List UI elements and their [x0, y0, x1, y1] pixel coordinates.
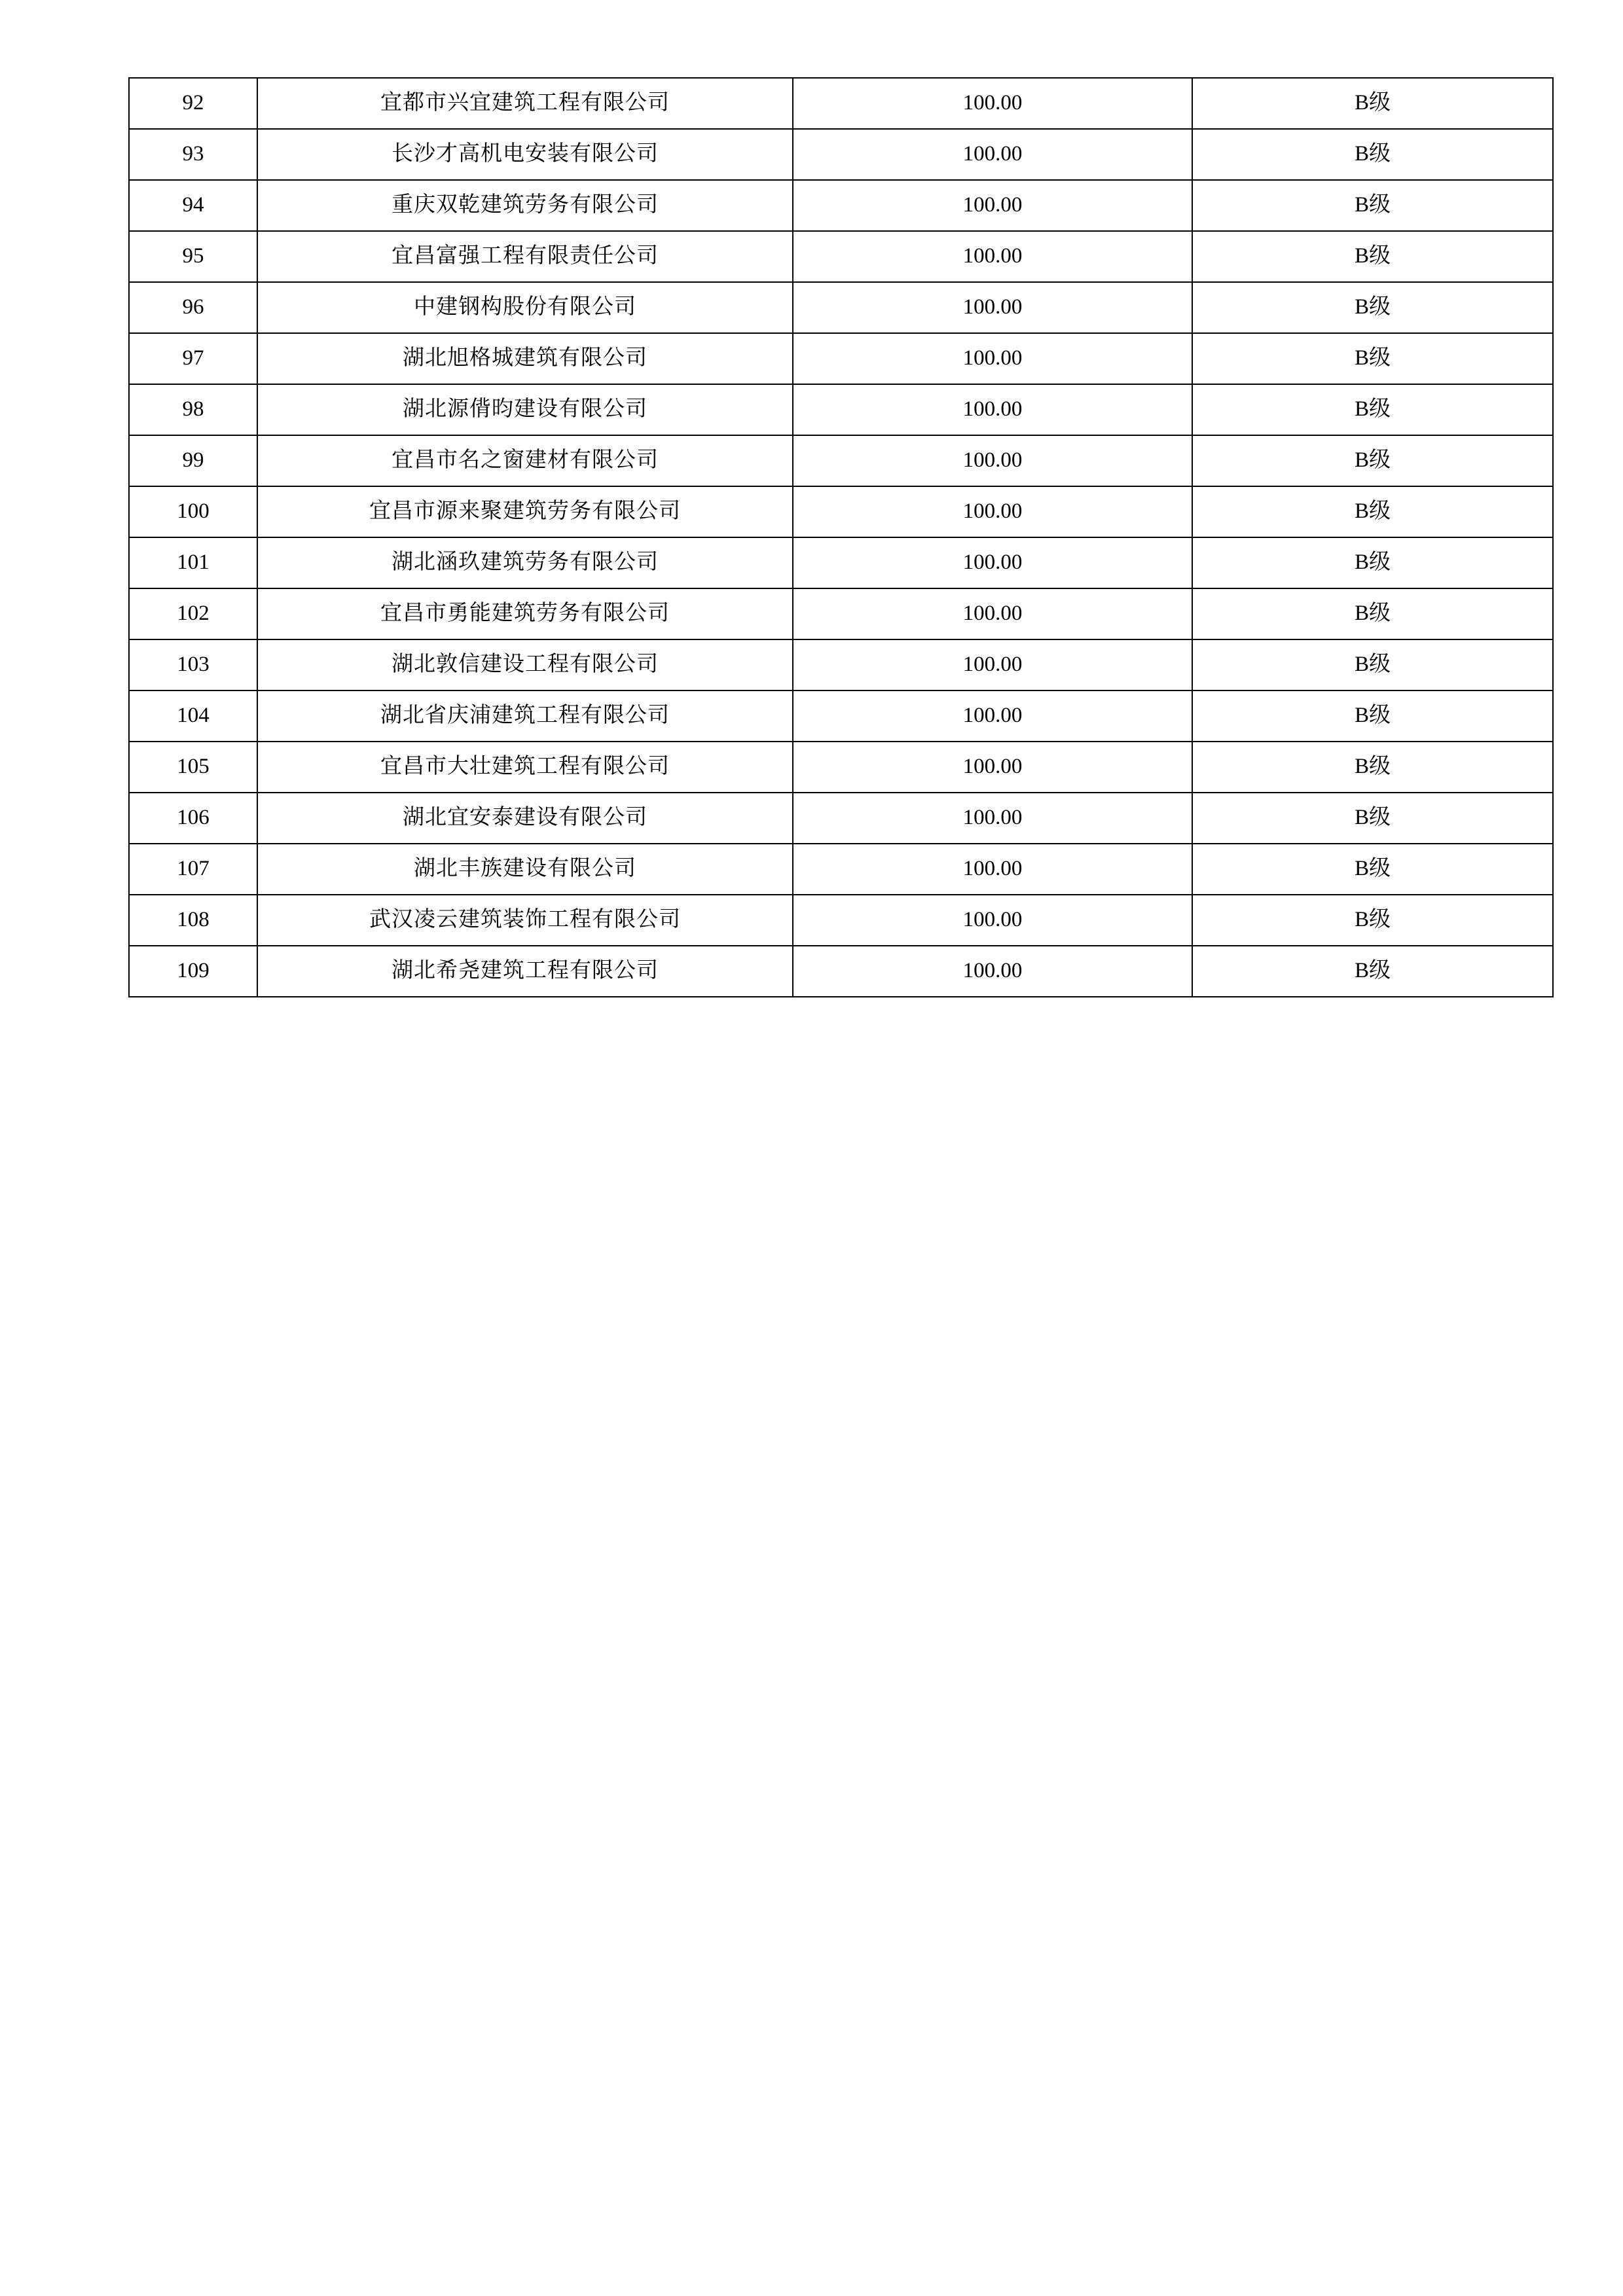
company-name: 湖北省庆浦建筑工程有限公司 [257, 691, 793, 742]
score-value: 100.00 [793, 895, 1192, 946]
grade-value: B级 [1192, 742, 1553, 793]
row-index: 106 [129, 793, 257, 844]
company-name: 湖北源偝昀建设有限公司 [257, 384, 793, 435]
row-index: 102 [129, 588, 257, 639]
company-name: 宜昌市源来聚建筑劳务有限公司 [257, 486, 793, 537]
score-value: 100.00 [793, 691, 1192, 742]
table-row [129, 793, 1553, 844]
table-row [129, 78, 1553, 129]
company-name: 宜昌市名之窗建材有限公司 [257, 435, 793, 486]
score-value: 100.00 [793, 537, 1192, 588]
grade-value: B级 [1192, 231, 1553, 282]
score-value: 100.00 [793, 231, 1192, 282]
table-row [129, 742, 1553, 793]
company-name: 长沙才高机电安装有限公司 [257, 129, 793, 180]
table-row [129, 180, 1553, 231]
score-value: 100.00 [793, 333, 1192, 384]
company-name: 湖北丰族建设有限公司 [257, 844, 793, 895]
row-index: 103 [129, 639, 257, 691]
company-name: 宜都市兴宜建筑工程有限公司 [257, 78, 793, 129]
table-row [129, 129, 1553, 180]
score-value: 100.00 [793, 180, 1192, 231]
grade-value: B级 [1192, 333, 1553, 384]
table-row [129, 282, 1553, 333]
row-index: 93 [129, 129, 257, 180]
grade-value: B级 [1192, 946, 1553, 997]
score-value: 100.00 [793, 435, 1192, 486]
grade-value: B级 [1192, 793, 1553, 844]
grade-value: B级 [1192, 639, 1553, 691]
table-row [129, 844, 1553, 895]
row-index: 108 [129, 895, 257, 946]
score-value: 100.00 [793, 384, 1192, 435]
row-index: 101 [129, 537, 257, 588]
score-value: 100.00 [793, 639, 1192, 691]
score-value: 100.00 [793, 588, 1192, 639]
row-index: 100 [129, 486, 257, 537]
row-index: 97 [129, 333, 257, 384]
score-value: 100.00 [793, 742, 1192, 793]
score-value: 100.00 [793, 793, 1192, 844]
grade-value: B级 [1192, 384, 1553, 435]
row-index: 105 [129, 742, 257, 793]
grade-value: B级 [1192, 78, 1553, 129]
row-index: 104 [129, 691, 257, 742]
grade-value: B级 [1192, 486, 1553, 537]
table-row [129, 231, 1553, 282]
company-name: 宜昌市大壮建筑工程有限公司 [257, 742, 793, 793]
company-score-table [128, 77, 1554, 997]
grade-value: B级 [1192, 282, 1553, 333]
table-row [129, 639, 1553, 691]
table-row [129, 588, 1553, 639]
score-value: 100.00 [793, 129, 1192, 180]
score-value: 100.00 [793, 78, 1192, 129]
company-name: 宜昌富强工程有限责任公司 [257, 231, 793, 282]
table-row [129, 435, 1553, 486]
row-index: 95 [129, 231, 257, 282]
row-index: 107 [129, 844, 257, 895]
row-index: 94 [129, 180, 257, 231]
company-name: 中建钢构股份有限公司 [257, 282, 793, 333]
company-name: 湖北希尧建筑工程有限公司 [257, 946, 793, 997]
table-row [129, 384, 1553, 435]
grade-value: B级 [1192, 180, 1553, 231]
company-name: 湖北宜安泰建设有限公司 [257, 793, 793, 844]
company-name: 重庆双乾建筑劳务有限公司 [257, 180, 793, 231]
row-index: 109 [129, 946, 257, 997]
row-index: 96 [129, 282, 257, 333]
grade-value: B级 [1192, 588, 1553, 639]
score-value: 100.00 [793, 486, 1192, 537]
table-row [129, 537, 1553, 588]
grade-value: B级 [1192, 129, 1553, 180]
score-value: 100.00 [793, 946, 1192, 997]
row-index: 92 [129, 78, 257, 129]
company-name: 湖北涵玖建筑劳务有限公司 [257, 537, 793, 588]
grade-value: B级 [1192, 537, 1553, 588]
company-name: 宜昌市勇能建筑劳务有限公司 [257, 588, 793, 639]
company-name: 湖北旭格城建筑有限公司 [257, 333, 793, 384]
row-index: 99 [129, 435, 257, 486]
table-row [129, 691, 1553, 742]
table-row [129, 333, 1553, 384]
row-index: 98 [129, 384, 257, 435]
score-value: 100.00 [793, 844, 1192, 895]
score-value: 100.00 [793, 282, 1192, 333]
table-row [129, 895, 1553, 946]
company-name: 湖北敦信建设工程有限公司 [257, 639, 793, 691]
grade-value: B级 [1192, 895, 1553, 946]
company-score-table-container [128, 77, 1505, 997]
company-name: 武汉凌云建筑装饰工程有限公司 [257, 895, 793, 946]
grade-value: B级 [1192, 844, 1553, 895]
table-body [129, 78, 1553, 997]
grade-value: B级 [1192, 691, 1553, 742]
table-row [129, 946, 1553, 997]
table-row [129, 486, 1553, 537]
grade-value: B级 [1192, 435, 1553, 486]
